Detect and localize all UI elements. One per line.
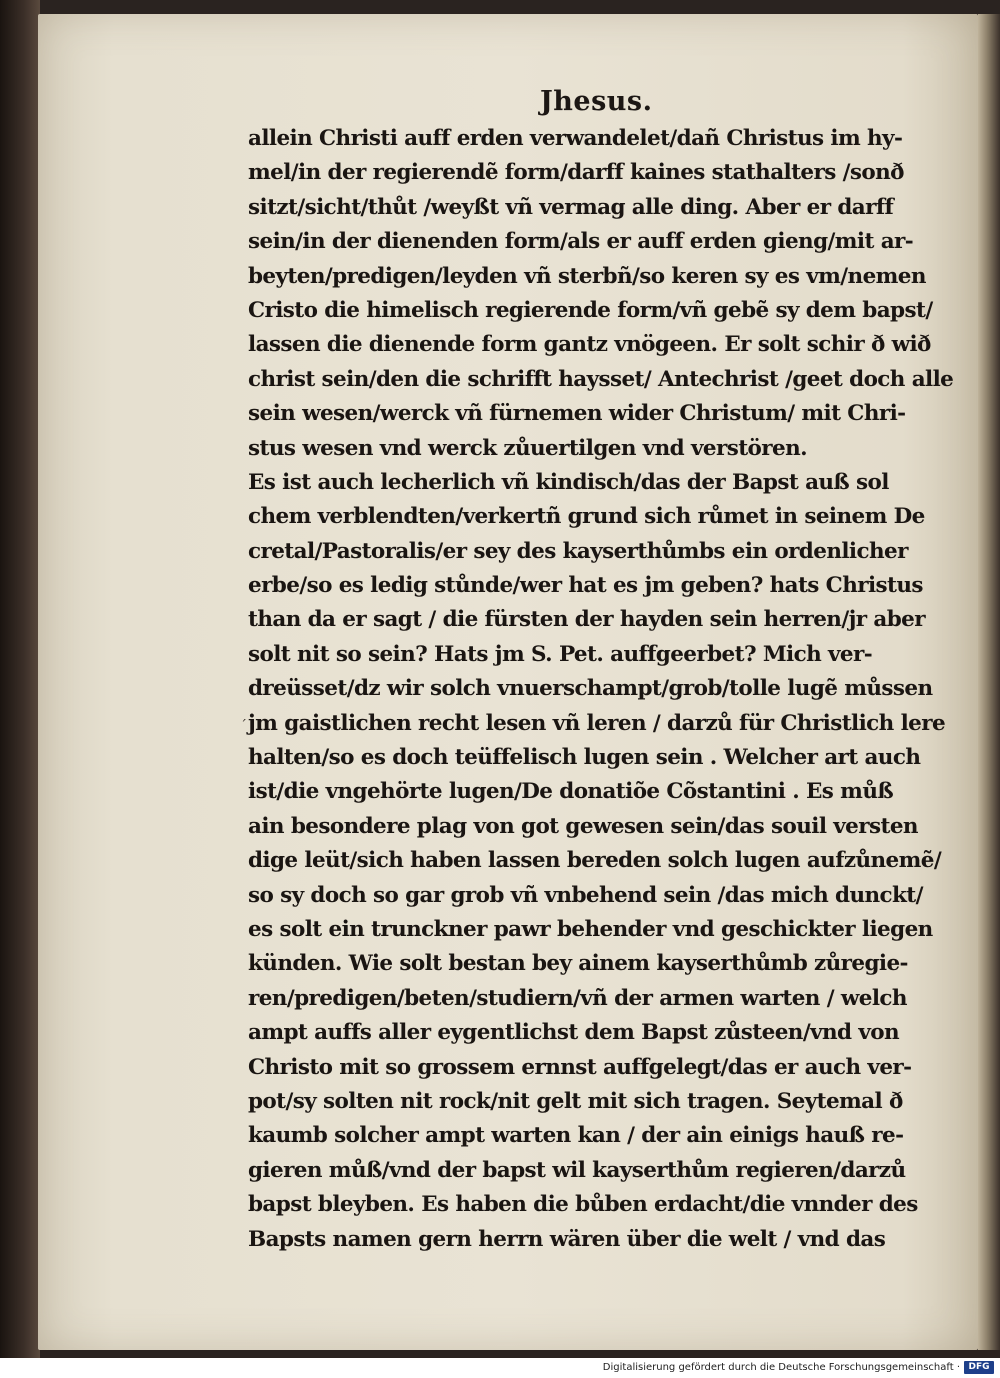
text-line: halten/so es doch teüffelisch lugen sein . Welcher art auch (248, 745, 921, 771)
text-line: christ sein/den die schrifft haysset/ Antechrist /geet doch alle (248, 366, 954, 392)
text-line: Cristo die himelisch regierende form/vñ gebẽ sy dem bapst/ (248, 297, 933, 323)
text-line: Es ist auch lecherlich vñ kindisch/das der Bapst auß sol (248, 469, 889, 495)
text-line: ist/die vngehörte lugen/De donatiõe Cõstantini . Es můß (248, 779, 894, 805)
text-line: Bapsts namen gern herrn wären über die welt / vnd das (248, 1226, 886, 1252)
text-line: allein Christi auff erden verwandelet/dañ Christus im hy- (248, 126, 903, 151)
text-line: sein wesen/werck vñ fürnemen wider Christum/ mit Chri- (248, 401, 906, 427)
funding-notice: Digitalisierung gefördert durch die Deutsche Forschungsgemeinschaft · (602, 1362, 960, 1373)
text-line: stus wesen vnd werck zůuertilgen vnd verstören. (248, 435, 807, 461)
text-line: solt nit so sein? Hats jm S. Pet. auffgeerbet? Mich ver- (248, 641, 873, 667)
dfg-logo: DFG (964, 1361, 994, 1374)
running-head: Jhesus. (540, 86, 653, 117)
text-line: than da er sagt / die fürsten der hayden sein herren/jr aber (248, 607, 925, 633)
text-line: ren/predigen/beten/studiern/vñ der armen warten / welch (248, 985, 907, 1011)
text-line: ampt auffs aller eygentlichst dem Bapst zůsteen/vnd von (248, 1020, 899, 1046)
text-line: kaumb solcher ampt warten kan / der ain einigs hauß re- (248, 1123, 904, 1149)
text-line: pot/sy solten nit rock/nit gelt mit sich tragen. Seytemal ð (248, 1088, 903, 1114)
text-line: dige leüt/sich haben lassen bereden solch lugen aufzůnemẽ/ (248, 848, 942, 874)
text-line: jm gaistlichen recht lesen vñ leren / darzů für Christlich lere (248, 710, 946, 736)
book-spine (0, 0, 40, 1358)
text-line: lassen die dienende form gantz vnögeen. Er solt schir ð wið (248, 332, 931, 358)
text-line: es solt ein trunckner pawr behender vnd geschickter liegen (248, 916, 933, 942)
text-line: sitzt/sicht/thůt /weyßt vñ vermag alle ding. Aber er darff (248, 194, 894, 220)
page-edge (978, 14, 1000, 1350)
margin-mark: ˊ (240, 718, 247, 734)
text-line: bapst bleyben. Es haben die bůben erdacht/die vnnder des (248, 1192, 918, 1218)
text-line: Christo mit so grossem ernnst auffgelegt/das er auch ver- (248, 1054, 912, 1080)
text-line: beyten/predigen/leyden vñ sterbñ/so keren sy es vm/nemen (248, 263, 926, 289)
footer-bar (0, 1358, 1000, 1378)
text-block (248, 122, 970, 1257)
text-line: cretal/Pastoralis/er sey des kayserthůmbs ein ordenlicher (248, 538, 908, 564)
text-line: sein/in der dienenden form/als er auff erden gieng/mit ar- (248, 229, 914, 255)
text-line: ain besondere plag von got gewesen sein/das souil versten (248, 813, 918, 839)
text-line: chem verblendten/verkertñ grund sich růmet in seinem De (248, 504, 925, 530)
text-line: gieren můß/vnd der bapst wil kayserthům regieren/darzů (248, 1157, 906, 1183)
text-line: so sy doch so gar grob vñ vnbehend sein /das mich dunckt/ (248, 882, 923, 908)
text-line: dreüsset/dz wir solch vnuerschampt/grob/tolle lugẽ můssen (248, 676, 933, 702)
text-line: erbe/so es ledig stůnde/wer hat es jm geben? hats Christus (248, 573, 923, 599)
text-line: künden. Wie solt bestan bey ainem kayserthůmb zůregie- (248, 951, 908, 977)
text-line: mel/in der regierendẽ form/darff kaines stathalters /sonð (248, 160, 904, 186)
